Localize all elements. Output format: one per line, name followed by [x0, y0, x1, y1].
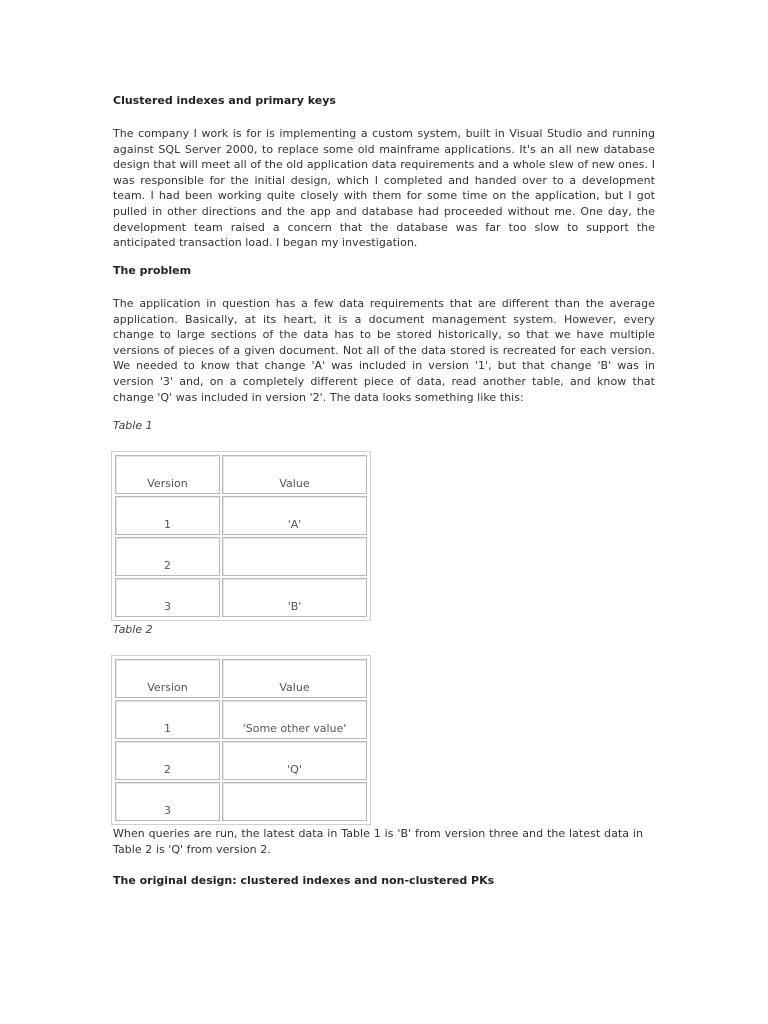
intro-paragraph: The company I work is for is implementing a custom system, built in Visual Studio and running against SQL Server 2000, to replace some old mainframe applications. It's an all new database design that will meet all of the old application data requirements and a whole slew of new ones. I was responsible for the initial design, which I completed and handed over to a development team. I had been working quite closely with them for some time on the application, but I got pulled in other directions and the app and database had proceeded without me. One day, the development team raised a concern that the database was far too slow to support the anticipated transaction load. I began my investigation.: [113, 127, 655, 250]
table-cell: 'Some other value': [222, 700, 367, 739]
table-cell: 'A': [222, 496, 367, 535]
table-row: [115, 700, 367, 739]
design-heading: The original design: clustered indexes and non-clustered PKs: [113, 874, 495, 887]
table-row: [115, 741, 367, 780]
article-title: Clustered indexes and primary keys: [113, 94, 336, 107]
table-header-cell: Version: [115, 455, 220, 494]
table2: [111, 655, 371, 825]
table-cell: 'B': [222, 578, 367, 617]
table-header-cell: Value: [222, 455, 367, 494]
table-header-row: [115, 455, 367, 494]
table-row: [115, 782, 367, 821]
table-cell: 2: [115, 537, 220, 576]
table1: [111, 451, 371, 621]
problem-paragraph: The application in question has a few data requirements that are different than the average application. Basically, at its heart, it is a document management system. However, every change to large sections of the data has to be stored historically, so that we have multiple versions of pieces of a given document. Not all of the data stored is recreated for each version. We needed to know that change 'A' was included in version '1', but that change 'B' was in version '3' and, on a completely different piece of data, read another table, and know that change 'Q' was included in version '2'. The data looks something like this:: [113, 297, 655, 404]
table2-caption: Table 2: [113, 623, 153, 636]
table-header-cell: Value: [222, 659, 367, 698]
table-row: [115, 496, 367, 535]
summary-paragraph: When queries are run, the latest data in Table 1 is 'B' from version three and the latest data in Table 2 is 'Q' from version 2.: [113, 827, 643, 856]
table-cell: 1: [115, 700, 220, 739]
table-row: [115, 537, 367, 576]
table-cell: 3: [115, 578, 220, 617]
table-cell: 1: [115, 496, 220, 535]
table-header-row: [115, 659, 367, 698]
table-row: [115, 578, 367, 617]
table-cell: [222, 782, 367, 821]
problem-heading: The problem: [113, 264, 192, 277]
table-cell: 'Q': [222, 741, 367, 780]
table-cell: [222, 537, 367, 576]
table-cell: 2: [115, 741, 220, 780]
table1-caption: Table 1: [113, 419, 153, 432]
table-header-cell: Version: [115, 659, 220, 698]
table-cell: 3: [115, 782, 220, 821]
